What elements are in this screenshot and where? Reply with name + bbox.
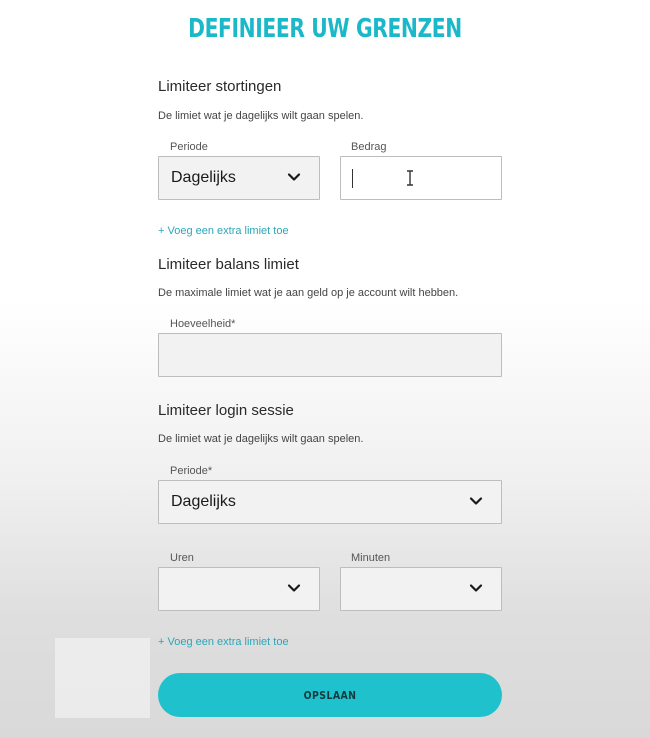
- session-period-select[interactable]: [158, 480, 502, 524]
- text-cursor-icon: [405, 170, 415, 186]
- deposit-add-limit-link[interactable]: + Voeg een extra limiet toe: [158, 225, 289, 237]
- chevron-down-icon: [287, 170, 301, 184]
- deposit-period-label: Periode: [170, 141, 208, 153]
- save-button-label: OPSLAAN: [303, 689, 357, 702]
- session-period-value: Dagelijks: [171, 493, 236, 510]
- balance-limit-description: De maximale limiet wat je aan geld op je account wilt hebben.: [158, 287, 459, 299]
- chevron-down-icon: [469, 581, 483, 595]
- session-limit-title: Limiteer login sessie: [158, 402, 294, 419]
- session-add-limit-link[interactable]: + Voeg een extra limiet toe: [158, 636, 289, 648]
- session-limit-description: De limiet wat je dagelijks wilt gaan spelen.: [158, 433, 364, 445]
- chevron-down-icon: [287, 581, 301, 595]
- text-caret: [352, 169, 353, 188]
- balance-quantity-input[interactable]: [158, 333, 502, 377]
- deposit-period-select[interactable]: [158, 156, 320, 200]
- session-minutes-select[interactable]: [340, 567, 502, 611]
- background-panel: [55, 638, 150, 718]
- balance-quantity-label: Hoeveelheid*: [170, 318, 236, 330]
- session-period-label: Periode*: [170, 465, 213, 477]
- session-hours-select[interactable]: [158, 567, 320, 611]
- deposit-limit-title: Limiteer stortingen: [158, 78, 282, 95]
- deposit-period-value: Dagelijks: [171, 169, 236, 186]
- deposit-amount-input[interactable]: [340, 156, 502, 200]
- save-button[interactable]: [158, 673, 502, 717]
- balance-limit-title: Limiteer balans limiet: [158, 256, 299, 273]
- page-title: DEFINIEER UW GRENZEN: [188, 14, 462, 44]
- deposit-limit-description: De limiet wat je dagelijks wilt gaan spelen.: [158, 110, 364, 122]
- session-hours-label: Uren: [170, 552, 194, 564]
- session-minutes-label: Minuten: [351, 552, 391, 564]
- deposit-amount-label: Bedrag: [351, 141, 387, 153]
- chevron-down-icon: [469, 494, 483, 508]
